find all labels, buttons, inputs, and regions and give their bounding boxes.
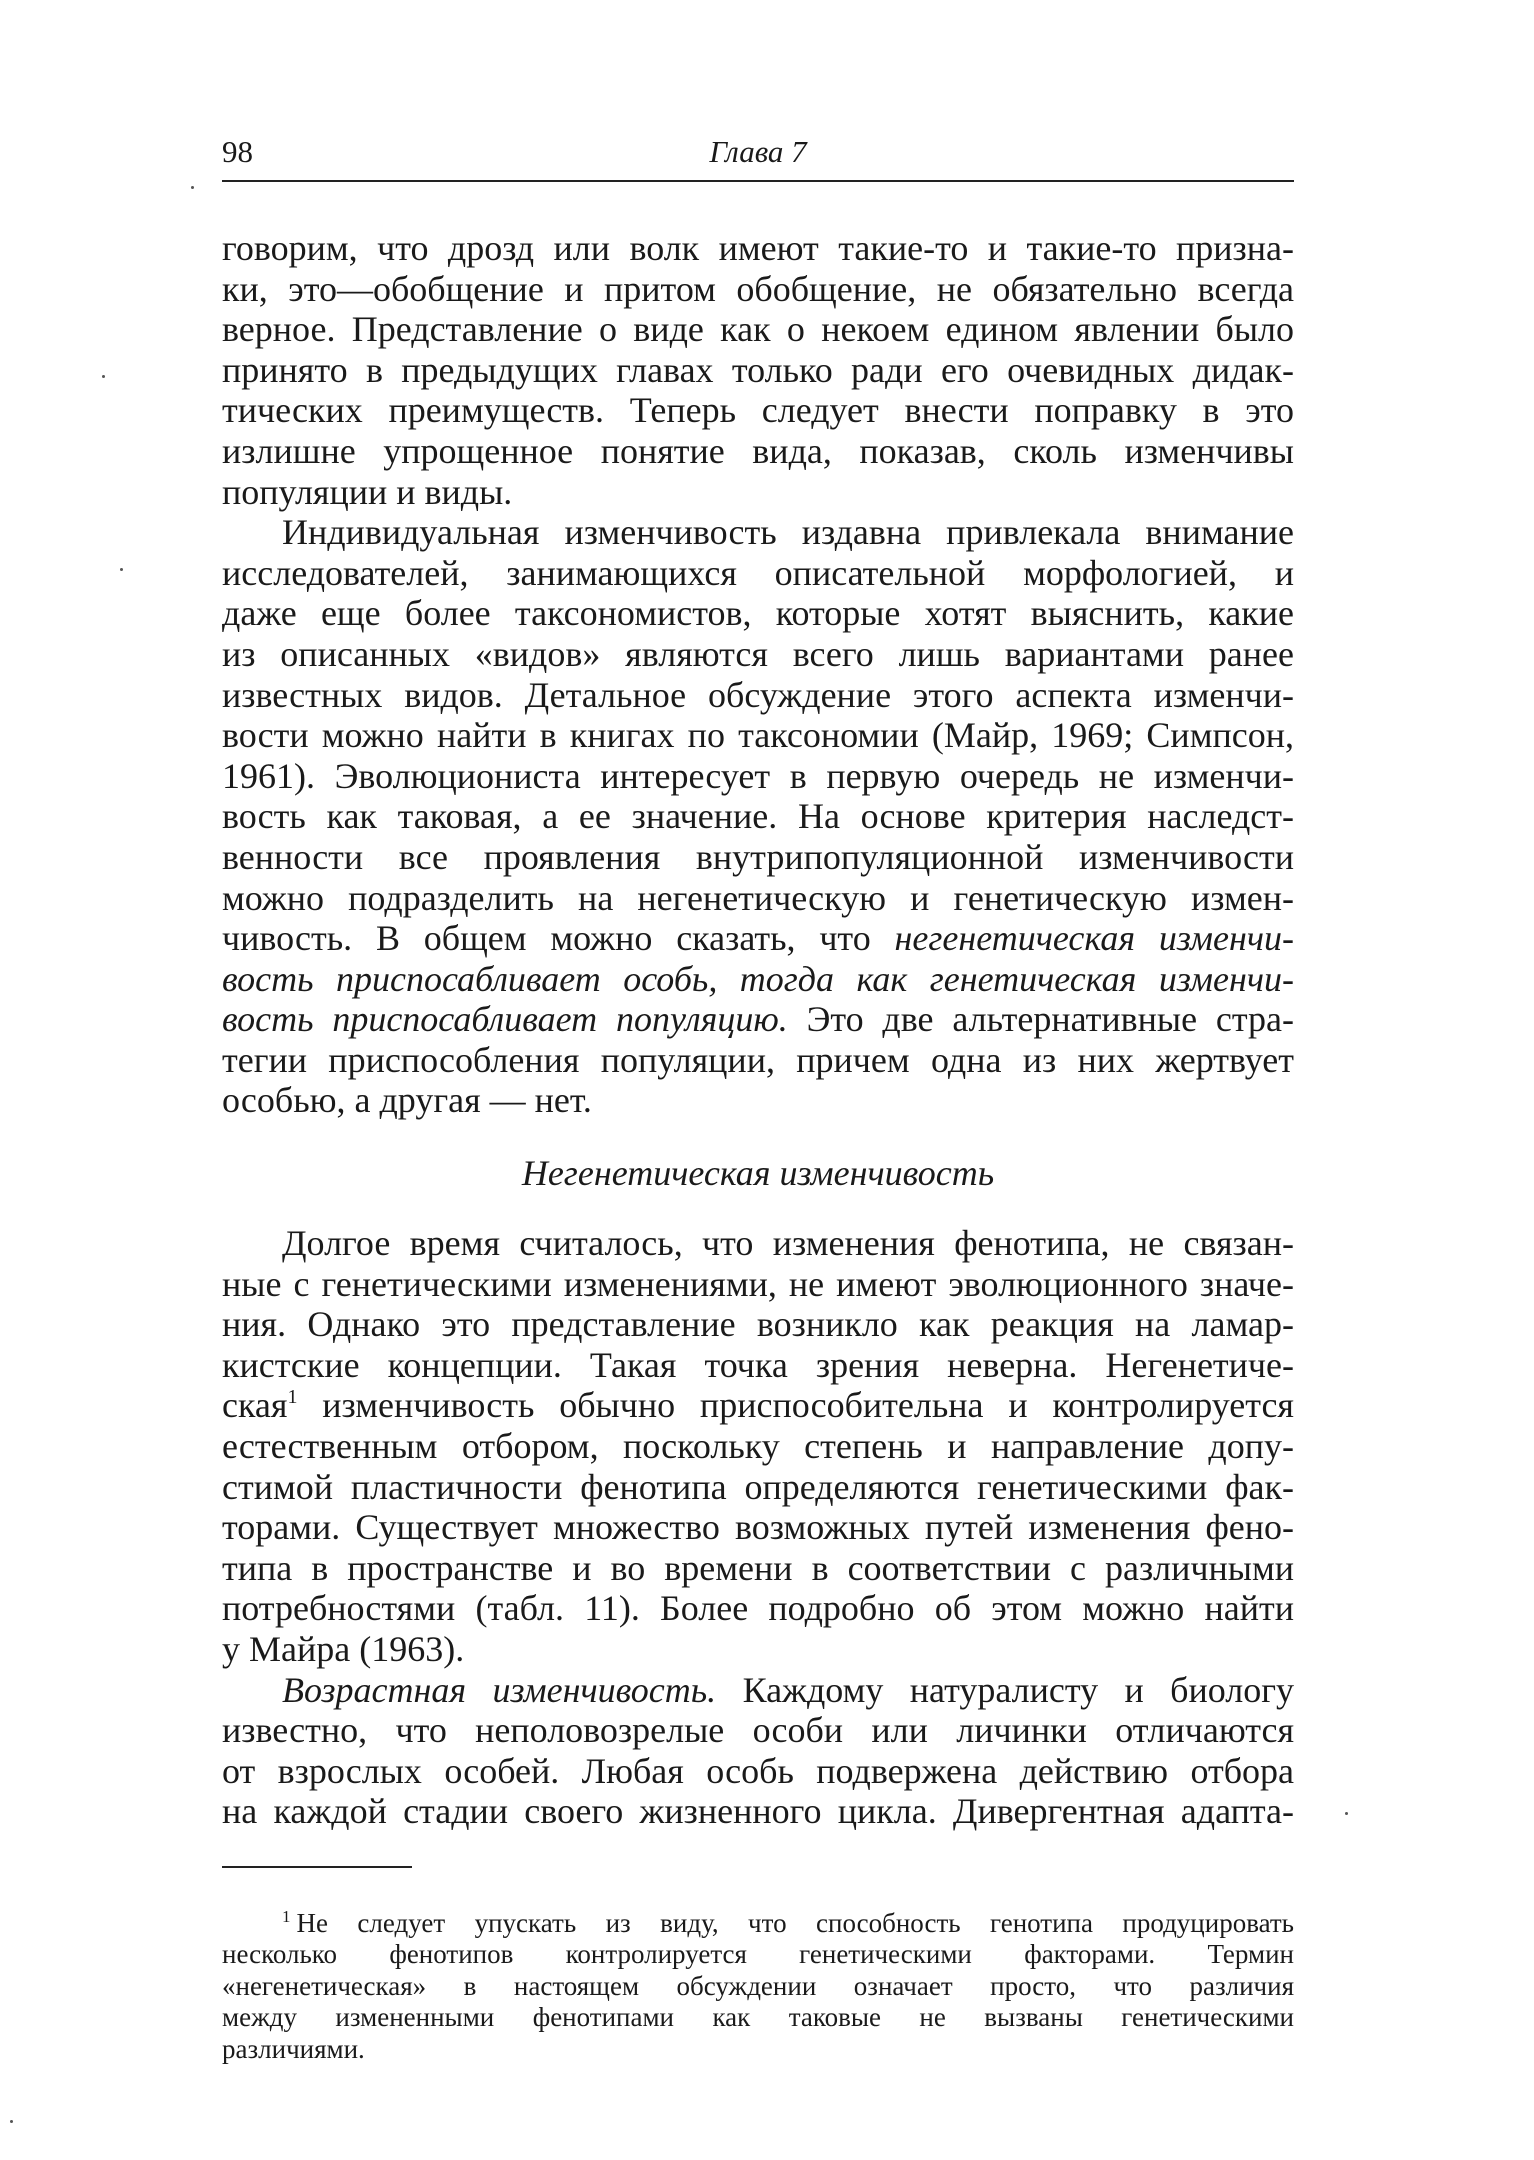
text-line [222,918,1294,959]
scan-speck [191,186,194,189]
footnote-line: несколько фенотипов контролируется генетическими факторами. Термин [222,1939,1294,1970]
plain-text: изменчивость обычно приспособительна и контролируется [297,1385,1294,1426]
plain-text: Не следует упускать из виду, что способность генотипа продуцировать [296,1907,1294,1938]
text-line: на каждой стадии своего жизненного цикла. Дивергентная адапта- [222,1791,1294,1832]
text-line: особью, а другая — нет. [222,1080,592,1121]
text-line [222,1670,1294,1711]
footnote-line: различиями. [222,2033,365,2064]
emphasis-line: вость приспосабливает особь, тогда как генетическая изменчи- [222,958,1294,999]
text-line: известно, что неполовозрелые особи или личинки отличаются [222,1710,1294,1751]
text-line [222,999,1294,1040]
emphasis-text: негенетическая изменчи- [894,918,1294,959]
paragraph-4 [222,1670,1294,1832]
paragraph-1 [222,228,1294,512]
text-line: из описанных «видов» являются всего лишь вариантами ранее [222,633,1294,674]
text-line: Индивидуальная изменчивость издавна привлекала внимание [282,512,1294,553]
header-rule [222,180,1294,182]
book-page [222,128,1295,2064]
footnote-reference[interactable]: 1 [287,1386,298,1409]
paragraph-2 [222,512,1294,1121]
plain-text: ская [222,1385,288,1426]
text-line: ки, это—обобщение и притом обобщение, не обязательно всегда [222,268,1294,309]
footnote-line: «негенетическая» в настоящем обсуждении означает просто, что различия [222,1970,1294,2001]
text-line: популяции и виды. [222,471,513,512]
text-line: вости можно найти в книгах по таксономии (Майр, 1969; Симпсон, [222,715,1294,756]
text-line: кистские концепции. Такая точка зрения неверна. Негенетиче- [222,1344,1294,1385]
text-line: тических преимуществ. Теперь следует внести поправку в это [222,390,1294,431]
text-line: говорим, что дрозд или волк имеют такие-то и такие-то призна- [222,228,1294,268]
text-line [222,1385,1294,1426]
text-line: излишне упрощенное понятие вида, показав, сколь изменчивы [222,430,1294,471]
running-head: Глава 7 [709,134,807,169]
text-line: торами. Существует множество возможных путей изменения фено- [222,1507,1294,1548]
section-heading: Негенетическая изменчивость [521,1153,995,1194]
text-line: ния. Однако это представление возникло как реакция на ламар- [222,1304,1294,1345]
text-line: известных видов. Детальное обсуждение этого аспекта изменчи- [222,674,1294,715]
run-in-heading: Возрастная изменчивость. [282,1669,717,1710]
page-header [222,128,1294,176]
text-line: от взрослых особей. Любая особь подвержена действию отбора [222,1750,1294,1791]
text-line: у Майра (1963). [222,1629,465,1669]
text-line: естественным отбором, поскольку степень и направление допу- [222,1426,1294,1467]
emphasis-text: вость приспосабливает популяцию. [222,999,788,1040]
plain-text: Это две альтернативные стра- [787,999,1295,1040]
text-line: даже еще более таксономистов, которые хотят выяснить, какие [222,593,1294,634]
text-line: верное. Представление о виде как о некоем едином явлении было [222,309,1294,350]
text-line: типа в пространстве и во времени в соответствии с различными [222,1547,1294,1588]
page-body [222,228,1294,2065]
footnote-line: между измененными фенотипами как таковые не вызваны генетическими [222,2002,1294,2033]
scan-speck [1345,1812,1348,1815]
text-line: принято в предыдущих главах только ради его очевидных дидак- [222,349,1294,390]
text-line: исследователей, занимающихся описательной морфологией, и [222,552,1294,593]
scan-speck [102,375,105,378]
plain-text: Каждому натуралисту и биологу [716,1669,1294,1710]
text-line: Долгое время считалось, что изменения фенотипа, не связан- [282,1223,1294,1264]
footnote-line [222,1908,1294,1940]
scan-speck [120,568,123,571]
text-line: вость как таковая, а ее значение. На основе критерия наследст- [222,796,1294,837]
text-line: венности все проявления внутрипопуляционной изменчивости [222,836,1294,877]
text-line: можно подразделить на негенетическую и генетическую измен- [222,877,1294,918]
plain-text: чивость. В общем можно сказать, что [222,918,895,959]
paragraph-3 [222,1223,1294,1670]
text-line: 1961). Эволюциониста интересует в первую очередь не изменчи- [222,755,1294,796]
footnote-rule [222,1866,412,1868]
text-line: ные с генетическими изменениями, не имеют эволюционного значе- [222,1263,1294,1304]
scan-speck [10,2120,13,2123]
footnote [222,1908,1294,2066]
text-line: потребностями (табл. 11). Более подробно об этом можно найти [222,1588,1294,1629]
page-number: 98 [222,134,253,169]
footnote-mark: 1 [282,1906,291,1926]
text-line: тегии приспособления популяции, причем одна из них жертвует [222,1039,1294,1080]
text-line: стимой пластичности фенотипа определяются генетическими фак- [222,1466,1294,1507]
